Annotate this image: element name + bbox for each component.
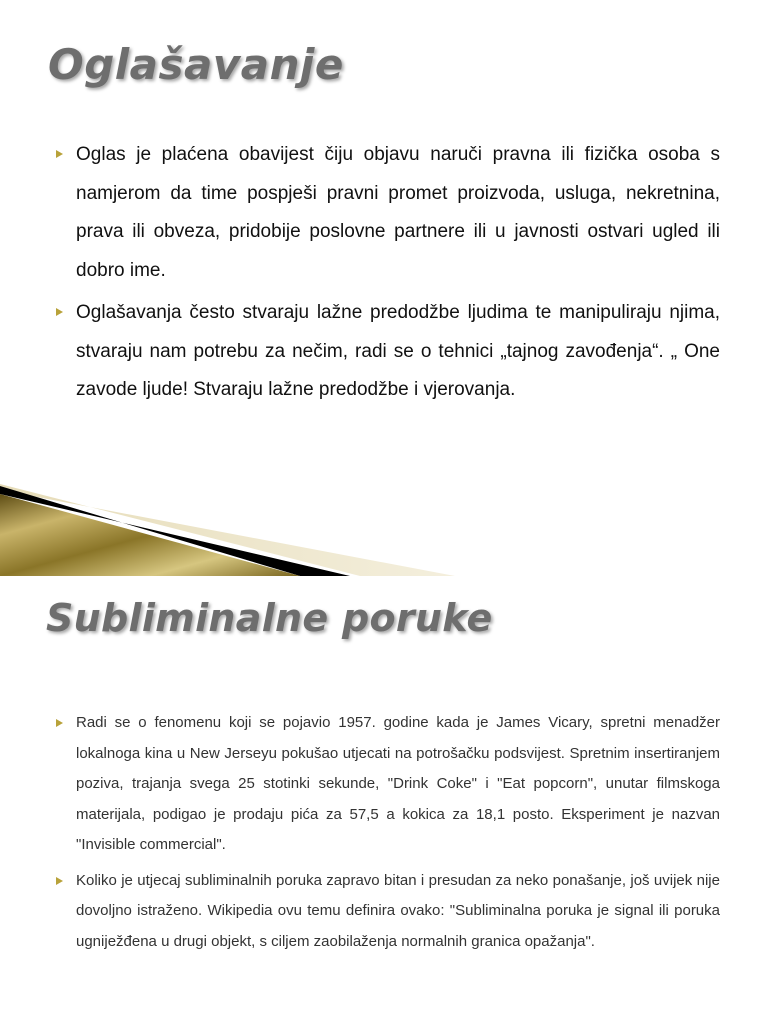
bullet-text: Oglašavanja često stvaraju lažne predodžbe ljudima te manipuliraju njima, stvaraju nam potrebu za nečim, radi se o tehnici „tajnog zavođenja“. „ One zavode ljude! Stvaraju lažne predodžbe i vjerovanja. [76,302,720,400]
bullet-arrow-icon [56,877,63,885]
bullet-text: Radi se o fenomenu koji se pojavio 1957. godine kada je James Vicary, spretni menadžer lokalnoga kina u New Jerseyu pokušao utjecati na potrošačku podsvijest. Spretnim insertiranjem poziva, trajanja svega 25 stotinki sekunde, "Drink Coke" i "Eat popcorn", unutar filmskoga materijala, podigao je prodaju pića za 57,5 a kokica za 18,1 posto. Eksperiment je nazvan "Invisible commercial". [76,714,720,853]
bullet-item [54,708,720,861]
bullet-text: Oglas je plaćena obavijest čiju objavu naruči pravna ili fizička osoba s namjerom da time pospješi pravni promet proizvoda, usluga, nekretnina, prava ili obveza, pridobije poslovne partnere ili u javnosti ostvari ugled ili dobro ime. [76,144,720,281]
slide-1-bullet-list [54,136,720,414]
bullet-arrow-icon [56,150,63,158]
bullet-arrow-icon [56,308,63,316]
slide-2-bullet-list [54,708,720,962]
bullet-arrow-icon [56,719,63,727]
gold-swoosh-decoration [0,476,768,576]
bullet-item [54,136,720,290]
slide-2 [0,576,768,1024]
slide-2-title: Subliminalne poruke [46,596,493,640]
slide-1-title: Oglašavanje [48,40,344,89]
bullet-item [54,866,720,958]
gold-wedge [0,494,300,576]
bullet-text: Koliko je utjecaj subliminalnih poruka zapravo bitan i presudan za neko ponašanje, još uvijek nije dovoljno istraženo. Wikipedia ovu temu definira ovako: "Subliminalna poruka je signal ili poruka ugniježđena u drugi objekt, s ciljem zaobilaženja normalnih granica opažanja". [76,871,720,950]
bullet-item [54,294,720,410]
